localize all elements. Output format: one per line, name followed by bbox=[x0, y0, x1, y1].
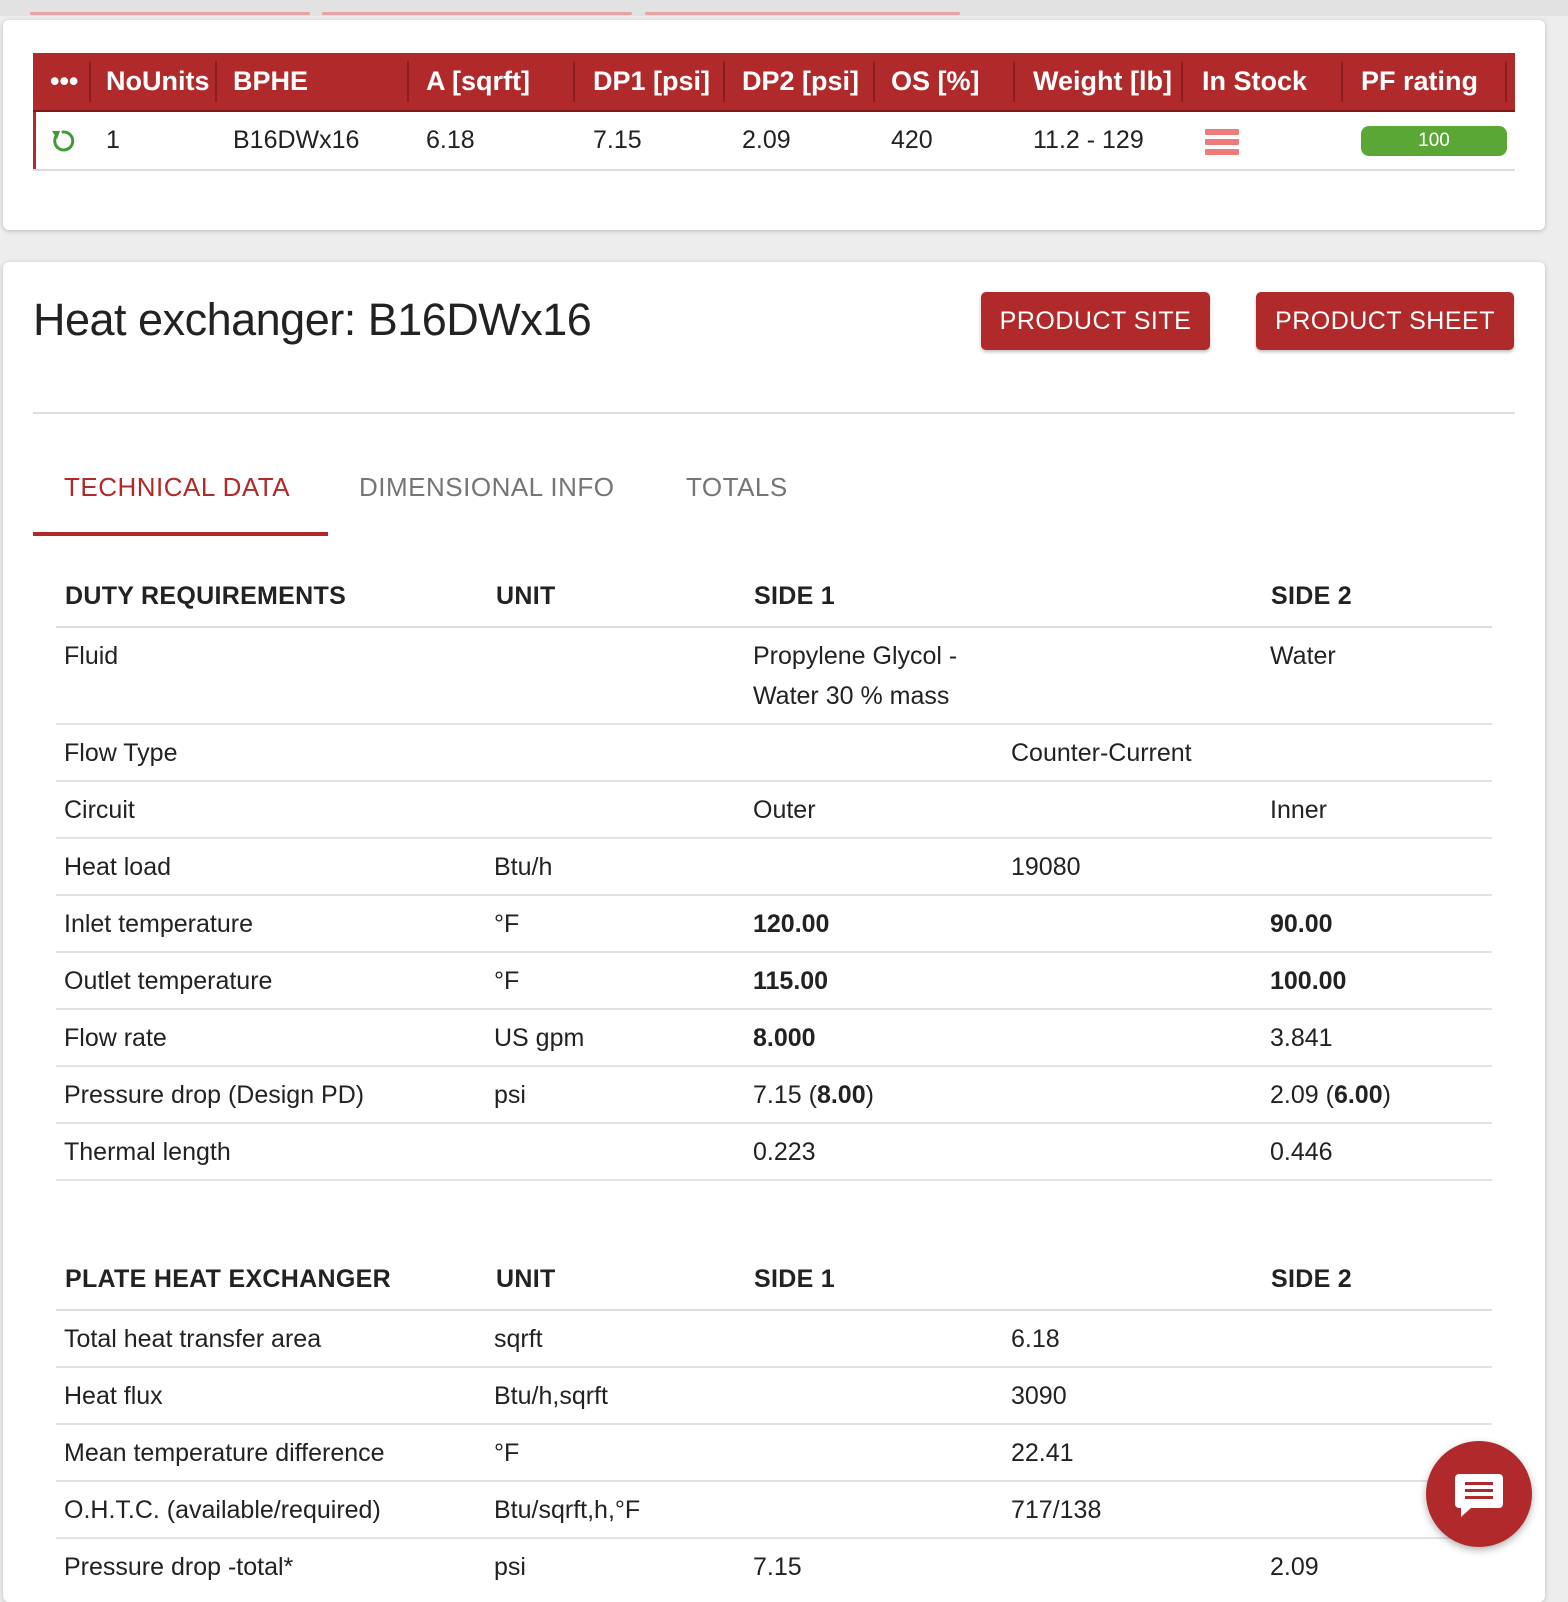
results-table-header bbox=[33, 53, 1515, 112]
circuit-side2: Inner bbox=[1270, 796, 1327, 824]
cell-area: 6.18 bbox=[426, 126, 475, 154]
column-header-nounits[interactable]: NoUnits bbox=[106, 66, 210, 96]
plate-heat-exchanger-table bbox=[56, 1247, 1492, 1594]
fluid-side2: Water bbox=[1270, 642, 1336, 670]
cell-os: 420 bbox=[891, 126, 933, 154]
inlet-temp-side2: 90.00 bbox=[1270, 910, 1333, 938]
phe-table-header bbox=[56, 1247, 1492, 1311]
table-row-ohtc bbox=[56, 1482, 1492, 1539]
divider bbox=[33, 412, 1515, 414]
column-separator bbox=[1181, 61, 1183, 102]
heat-load-value: 19080 bbox=[1011, 853, 1081, 881]
header-side1: SIDE 1 bbox=[754, 1265, 835, 1293]
duty-requirements-table bbox=[56, 564, 1492, 1181]
product-site-button[interactable]: PRODUCT SITE bbox=[981, 292, 1210, 350]
total-area-value: 6.18 bbox=[1011, 1325, 1060, 1353]
column-separator bbox=[215, 61, 217, 102]
active-tab-indicator bbox=[33, 532, 328, 536]
mtd-value: 22.41 bbox=[1011, 1439, 1074, 1467]
row-label: Pressure drop -total* bbox=[64, 1553, 294, 1581]
cell-weight: 11.2 - 129 bbox=[1033, 126, 1144, 154]
detail-card bbox=[3, 262, 1545, 1602]
column-separator bbox=[1505, 61, 1507, 102]
cell-dp2: 2.09 bbox=[742, 126, 791, 154]
table-row-flow-rate bbox=[56, 1010, 1492, 1067]
fluid-side1-line1: Propylene Glycol - bbox=[753, 642, 958, 670]
product-sheet-button[interactable]: PRODUCT SHEET bbox=[1256, 292, 1514, 350]
column-separator bbox=[89, 61, 91, 102]
detail-tabs bbox=[33, 452, 1515, 536]
pf-rating-bar: 100 bbox=[1361, 126, 1507, 156]
previous-panel-strip bbox=[0, 0, 1568, 16]
inlet-temp-side1: 120.00 bbox=[753, 910, 830, 938]
thermal-length-side2: 0.446 bbox=[1270, 1138, 1333, 1166]
outlet-temp-side1: 115.00 bbox=[753, 967, 829, 995]
row-label: Thermal length bbox=[64, 1138, 231, 1166]
row-label: Total heat transfer area bbox=[64, 1325, 322, 1353]
table-row-outlet-temperature bbox=[56, 953, 1492, 1010]
cell-nounits: 1 bbox=[106, 126, 120, 154]
duty-table-header bbox=[56, 564, 1492, 628]
ohtc-value: 717/138 bbox=[1011, 1496, 1102, 1524]
row-label: Inlet temperature bbox=[64, 910, 253, 938]
table-row-pressure-drop bbox=[56, 1067, 1492, 1124]
table-row-fluid bbox=[56, 628, 1492, 725]
header-duty: DUTY REQUIREMENTS bbox=[65, 582, 347, 610]
header-unit: UNIT bbox=[496, 582, 556, 610]
column-header-dp2[interactable]: DP2 [psi] bbox=[742, 66, 860, 96]
pressure-drop-side1: 7.15 bbox=[753, 1081, 802, 1109]
table-row-total-area bbox=[56, 1311, 1492, 1368]
table-row-pressure-drop-total bbox=[56, 1539, 1492, 1594]
table-row-thermal-length bbox=[56, 1124, 1492, 1181]
column-header-pf-rating[interactable]: PF rating bbox=[1361, 66, 1479, 96]
tab-sliver bbox=[645, 12, 960, 15]
column-header-weight[interactable]: Weight [lb] bbox=[1033, 66, 1172, 96]
row-unit: Btu/sqrft,h,°F bbox=[494, 1496, 641, 1524]
tab-dimensional-info[interactable]: DIMENSIONAL INFO bbox=[359, 472, 615, 502]
row-unit: °F bbox=[494, 967, 520, 995]
cell-bphe: B16DWx16 bbox=[233, 126, 360, 154]
chat-icon bbox=[1426, 1441, 1532, 1547]
row-unit: °F bbox=[494, 910, 520, 938]
tab-totals[interactable]: TOTALS bbox=[686, 472, 788, 502]
row-label: Outlet temperature bbox=[64, 967, 273, 995]
tab-sliver bbox=[322, 12, 632, 15]
design-pd-side1: 8.00 bbox=[816, 1081, 866, 1109]
thermal-length-side1: 0.223 bbox=[753, 1138, 816, 1166]
chat-button[interactable] bbox=[1426, 1441, 1532, 1547]
row-label: Mean temperature difference bbox=[64, 1439, 385, 1467]
page-title: Heat exchanger: B16DWx16 bbox=[33, 294, 592, 345]
selected-row-indicator bbox=[33, 112, 36, 169]
tab-sliver bbox=[30, 12, 310, 15]
pressure-drop-side2: 2.09 bbox=[1270, 1081, 1319, 1109]
row-unit: sqrft bbox=[494, 1325, 543, 1353]
cell-dp1: 7.15 bbox=[593, 126, 642, 154]
row-unit: Btu/h bbox=[494, 853, 553, 881]
column-separator bbox=[573, 61, 575, 102]
row-unit: °F bbox=[494, 1439, 520, 1467]
row-unit: psi bbox=[494, 1081, 526, 1109]
column-separator bbox=[1013, 61, 1015, 102]
row-label: Flow rate bbox=[64, 1024, 167, 1052]
row-unit: Btu/h,sqrft bbox=[494, 1382, 608, 1410]
column-header-bphe[interactable]: BPHE bbox=[233, 66, 309, 96]
outlet-temp-side2: 100.00 bbox=[1270, 967, 1347, 995]
column-header-area[interactable]: A [sqrft] bbox=[426, 66, 530, 96]
row-label: Heat load bbox=[64, 853, 172, 881]
table-row-inlet-temperature bbox=[56, 896, 1492, 953]
column-separator bbox=[407, 61, 409, 102]
column-header-os[interactable]: OS [%] bbox=[891, 66, 980, 96]
row-label: Circuit bbox=[64, 796, 135, 824]
header-side2: SIDE 2 bbox=[1271, 582, 1352, 610]
header-side1: SIDE 1 bbox=[754, 582, 835, 610]
flow-rate-side1: 8.000 bbox=[753, 1024, 816, 1052]
table-row-flow-type bbox=[56, 725, 1492, 782]
header-phe: PLATE HEAT EXCHANGER bbox=[65, 1265, 391, 1293]
column-header-dp1[interactable]: DP1 [psi] bbox=[593, 66, 711, 96]
pressure-drop-side2-cell: 2.09 (6.00) bbox=[1270, 1081, 1391, 1109]
fluid-side1-line2: Water 30 % mass bbox=[753, 682, 950, 710]
pd-total-side1: 7.15 bbox=[753, 1553, 802, 1581]
table-row-heat-flux bbox=[56, 1368, 1492, 1425]
results-card bbox=[3, 20, 1545, 230]
header-side2: SIDE 2 bbox=[1271, 1265, 1352, 1293]
column-separator bbox=[723, 61, 725, 102]
table-row-heat-load bbox=[56, 839, 1492, 896]
refresh-icon[interactable] bbox=[49, 127, 77, 155]
column-header-in-stock[interactable]: In Stock bbox=[1202, 66, 1308, 96]
flow-type-value: Counter-Current bbox=[1011, 739, 1192, 767]
row-label: Pressure drop (Design PD) bbox=[64, 1081, 365, 1109]
stock-list-icon[interactable] bbox=[1205, 129, 1239, 155]
table-row-mtd bbox=[56, 1425, 1492, 1482]
pd-total-side2: 2.09 bbox=[1270, 1553, 1319, 1581]
tab-technical-data[interactable]: TECHNICAL DATA bbox=[64, 472, 291, 502]
column-separator bbox=[873, 61, 875, 102]
results-table-row[interactable] bbox=[33, 112, 1515, 171]
column-separator bbox=[1341, 61, 1343, 102]
pressure-drop-side1-cell: 7.15 (8.00) bbox=[753, 1081, 874, 1109]
table-row-circuit bbox=[56, 782, 1492, 839]
heat-flux-value: 3090 bbox=[1011, 1382, 1067, 1410]
row-label: Flow Type bbox=[64, 739, 178, 767]
results-table bbox=[33, 53, 1515, 171]
design-pd-side2: 6.00 bbox=[1333, 1081, 1383, 1109]
circuit-side1: Outer bbox=[753, 796, 816, 824]
header-unit: UNIT bbox=[496, 1265, 556, 1293]
column-menu-button[interactable]: ••• bbox=[50, 66, 79, 96]
flow-rate-side2: 3.841 bbox=[1270, 1024, 1333, 1052]
row-unit: psi bbox=[494, 1553, 526, 1581]
row-unit: US gpm bbox=[494, 1024, 585, 1052]
row-label: O.H.T.C. (available/required) bbox=[64, 1496, 381, 1524]
row-label: Heat flux bbox=[64, 1382, 163, 1410]
row-label: Fluid bbox=[64, 642, 119, 670]
